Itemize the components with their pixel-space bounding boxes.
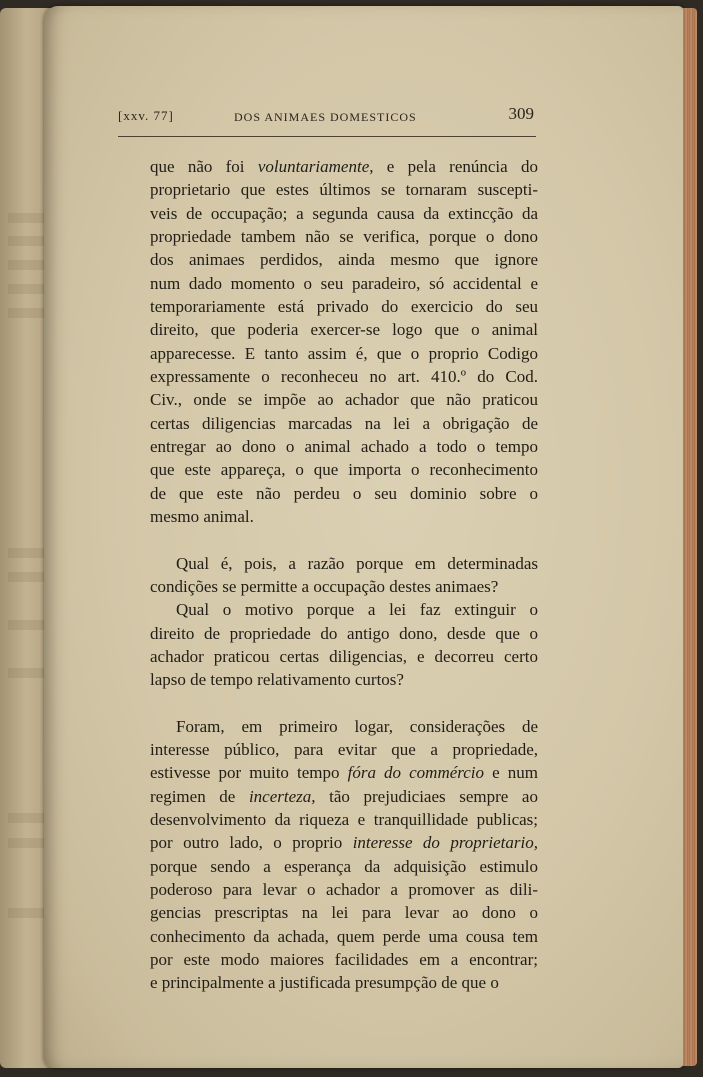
paragraph	[150, 155, 538, 529]
text-line	[150, 831, 538, 854]
text-line	[150, 598, 538, 621]
text-run: num dado momento o seu paradeiro, só accidental e	[150, 273, 538, 293]
text-run: veis de occupação; a segunda causa da extincção da	[150, 203, 538, 223]
text-run: por este modo maiores facilidades em a encontrar;	[150, 950, 538, 969]
text-line	[150, 365, 538, 388]
text-line	[150, 202, 538, 225]
text-line	[150, 388, 538, 411]
text-run: e pela renúncia do	[373, 157, 538, 176]
text-line	[150, 808, 538, 831]
italic-phrase: interesse do proprietario,	[352, 833, 538, 853]
text-line	[150, 505, 538, 528]
header-rule	[118, 136, 536, 137]
text-run: desenvolvimento da riqueza e tranquillidade publicas;	[150, 809, 538, 829]
text-run: gencias prescriptas na lei para levar ao dono o	[150, 903, 538, 923]
text-run: que não foi	[150, 157, 258, 176]
text-run: mesmo animal.	[150, 507, 254, 527]
text-run: Qual o motivo porque a lei faz extinguir o	[176, 600, 538, 620]
text-run: poderoso para levar o achador a promover as dili-	[150, 879, 538, 899]
section-reference: [xxv. 77]	[118, 108, 174, 123]
text-run: expressamente o reconheceu no art. 410.º do Cod.	[150, 367, 538, 387]
text-line	[150, 458, 538, 481]
text-line	[150, 645, 538, 668]
text-run: interesse público, para evitar que a propriedade,	[150, 739, 538, 759]
text-run: certas diligencias marcadas na lei a obrigação de	[150, 413, 538, 433]
text-line	[150, 248, 538, 271]
text-line	[150, 318, 538, 341]
text-line	[150, 225, 538, 248]
text-line	[150, 668, 538, 691]
text-line	[150, 855, 538, 878]
text-line	[150, 412, 538, 435]
paragraph-gap	[150, 529, 538, 552]
text-run: entregar ao dono o animal achado a todo o tempo	[150, 437, 538, 457]
text-run: temporariamente está privado do exercicio do seu	[150, 297, 538, 317]
text-run: propriedade tambem não se verifica, porque o dono	[150, 227, 538, 247]
text-run: e num	[484, 763, 538, 783]
text-line	[150, 178, 538, 201]
text-run: dos animaes perdidos, ainda mesmo que ignore	[150, 250, 538, 270]
text-line	[150, 435, 538, 458]
text-run: lapso de tempo relativamento curtos?	[150, 670, 404, 690]
text-line	[150, 155, 538, 178]
paragraph-gap	[150, 692, 538, 715]
text-line	[150, 878, 538, 901]
text-line	[150, 482, 538, 505]
text-line	[150, 552, 538, 575]
text-line	[150, 295, 538, 318]
body-text	[150, 155, 538, 995]
text-run: conhecimento da achada, quem perde uma cousa tem	[150, 926, 538, 946]
text-run: Civ., onde se impõe ao achador que não praticou	[150, 390, 538, 410]
paragraph	[150, 552, 538, 599]
text-line	[150, 901, 538, 924]
text-run: tão prejudiciaes sempre ao	[315, 786, 538, 806]
text-run: direito de propriedade do antigo dono, desde que o	[150, 623, 538, 643]
running-header	[118, 104, 534, 128]
text-run: Qual é, pois, a razão porque em determinadas	[176, 553, 538, 573]
text-line	[150, 715, 538, 738]
text-line	[150, 342, 538, 365]
text-run: achador praticou certas diligencias, e decorreu certo	[150, 646, 538, 666]
paragraph	[150, 598, 538, 691]
text-run: de que este não perdeu o seu dominio sobre o	[150, 483, 538, 503]
text-line	[150, 925, 538, 948]
text-line	[150, 272, 538, 295]
italic-phrase: incerteza,	[248, 786, 316, 806]
text-run: e principalmente a justificada presumpção de que o	[150, 973, 499, 993]
page-number: 309	[508, 104, 534, 123]
text-run: Foram, em primeiro logar, considerações de	[176, 716, 538, 736]
running-title: DOS ANIMAES DOMESTICOS	[234, 110, 417, 124]
text-run: porque sendo a esperança da adquisição estimulo	[150, 856, 538, 876]
text-line	[150, 948, 538, 971]
italic-phrase: fóra do commércio	[347, 763, 485, 783]
text-run: apparecesse. E tanto assim é, que o proprio Codigo	[150, 343, 538, 363]
italic-phrase: voluntariamente,	[257, 157, 374, 176]
text-line	[150, 575, 538, 598]
text-run: regimen de	[150, 786, 249, 806]
text-run: que este appareça, o que importa o reconhecimento	[150, 460, 538, 480]
text-line	[150, 971, 538, 994]
text-run: proprietario que estes últimos se tornaram suscepti-	[150, 180, 538, 200]
text-run: direito, que poderia exercer-se logo que o animal	[150, 320, 538, 340]
text-run: estivesse por muito tempo	[150, 763, 348, 783]
text-line	[150, 622, 538, 645]
text-line	[150, 785, 538, 808]
text-line	[150, 761, 538, 784]
page-stack-edge	[683, 8, 697, 1066]
text-run: condições se permitte a occupação destes animaes?	[150, 576, 499, 596]
text-run: por outro lado, o proprio	[150, 833, 353, 853]
text-line	[150, 738, 538, 761]
paragraph	[150, 715, 538, 995]
